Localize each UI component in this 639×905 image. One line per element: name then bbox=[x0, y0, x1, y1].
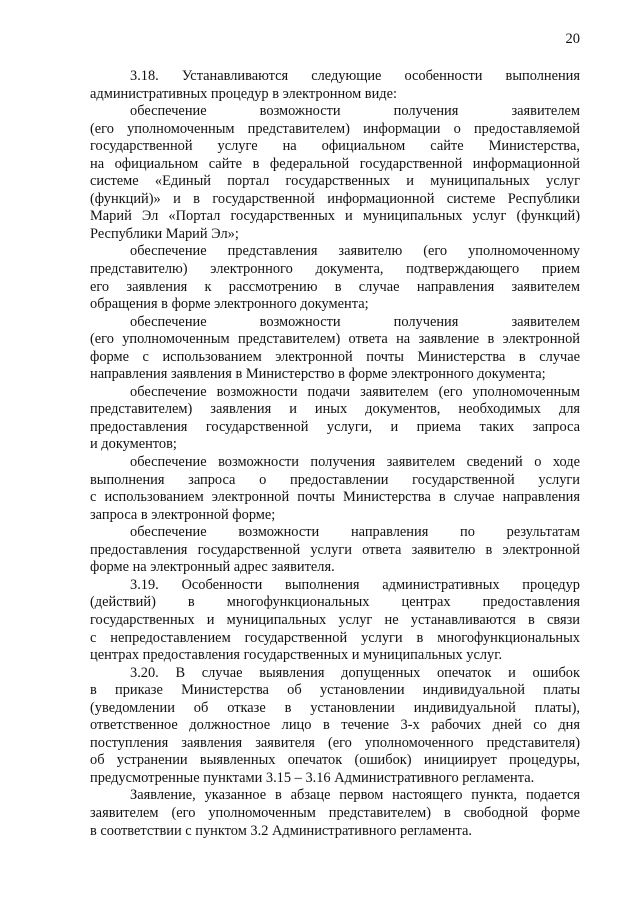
text-line: заявителем (его уполномоченным представителем) в свободной форме bbox=[90, 804, 580, 821]
text-line: в соответствии с пунктом 3.2 Административного регламента. bbox=[90, 822, 472, 839]
paragraph bbox=[90, 314, 580, 384]
document-body bbox=[90, 68, 580, 840]
text-line: 3.20. В случае выявления допущенных опечаток и ошибок bbox=[130, 664, 580, 681]
text-line: ответственное должностное лицо в течение 3-х рабочих дней со дня bbox=[90, 717, 580, 734]
text-line: представителем) заявления и иных документов, необходимых для bbox=[90, 401, 580, 418]
text-line: (уведомлении об отказе в установлении индивидуальной платы), bbox=[90, 699, 580, 716]
paragraph bbox=[90, 243, 580, 313]
text-line: запроса в электронной форме; bbox=[90, 506, 276, 523]
text-line: обеспечение возможности получения заявителем сведений о ходе bbox=[130, 454, 580, 471]
text-line: обеспечение возможности получения заявителем bbox=[130, 103, 580, 120]
paragraph bbox=[90, 665, 580, 788]
text-line: 3.18. Устанавливаются следующие особенности выполнения bbox=[130, 68, 580, 84]
text-line: выполнения запроса о предоставлении государственной услуги bbox=[90, 471, 580, 488]
text-line: обеспечение представления заявителю (его уполномоченному bbox=[130, 243, 580, 260]
text-line: Заявление, указанное в абзаце первом настоящего пункта, подается bbox=[130, 787, 580, 804]
text-line: его заявления к рассмотрению в случае направления заявителем bbox=[90, 278, 580, 295]
paragraph bbox=[90, 524, 580, 577]
text-line: (его уполномоченным представителем) информации о предоставляемой bbox=[90, 120, 580, 137]
text-line: обращения в форме электронного документа; bbox=[90, 296, 369, 313]
text-line: Республики Марий Эл»; bbox=[90, 225, 239, 242]
text-line: и документов; bbox=[90, 436, 177, 453]
text-line: об устранении выявленных опечаток (ошибок) инициирует процедуры, bbox=[90, 752, 580, 769]
text-line: государственной услуге на официальном сайте Министерства, bbox=[90, 138, 580, 155]
text-line: представителю) электронного документа, подтверждающего прием bbox=[90, 261, 580, 278]
text-line: предоставления государственной услуги ответа заявителю в электронной bbox=[90, 541, 580, 558]
text-line: направления заявления в Министерство в форме электронного документа; bbox=[90, 366, 546, 383]
paragraph bbox=[90, 103, 580, 243]
text-line: Марий Эл «Портал государственных и муниципальных услуг (функций) bbox=[90, 208, 580, 225]
text-line: поступления заявления заявителя (его уполномоченного представителя) bbox=[90, 734, 580, 751]
text-line: предусмотренные пунктами 3.15 – 3.16 Административного регламента. bbox=[90, 769, 535, 786]
text-line: форме с использованием электронной почты Министерства в случае bbox=[90, 348, 580, 365]
text-line: форме на электронный адрес заявителя. bbox=[90, 559, 335, 576]
text-line: (функций)» и в государственной информационной системе Республики bbox=[90, 190, 580, 207]
text-line: предоставления государственной услуги, и приема таких запроса bbox=[90, 418, 580, 435]
text-line: в приказе Министерства об установлении индивидуальной платы bbox=[90, 682, 580, 699]
text-line: на официальном сайте в федеральной государственной информационной bbox=[90, 155, 580, 172]
text-line: системе «Единый портал государственных и муниципальных услуг bbox=[90, 173, 580, 190]
text-line: административных процедур в электронном виде: bbox=[90, 85, 397, 102]
text-line: обеспечение возможности подачи заявителем (его уполномоченным bbox=[130, 383, 580, 400]
text-line: с использованием электронной почты Министерства в случае направления bbox=[90, 489, 580, 506]
text-line: центрах предоставления государственных и муниципальных услуг. bbox=[90, 647, 503, 664]
text-line: (действий) в многофункциональных центрах предоставления bbox=[90, 594, 580, 611]
paragraph bbox=[90, 577, 580, 665]
paragraph bbox=[90, 384, 580, 454]
text-line: с непредоставлением государственной услуги в многофункциональных bbox=[90, 629, 580, 646]
text-line: обеспечение возможности получения заявителем bbox=[130, 313, 580, 330]
page-number: 20 bbox=[565, 31, 580, 47]
paragraph bbox=[90, 787, 580, 840]
paragraph bbox=[90, 68, 580, 103]
paragraph bbox=[90, 454, 580, 524]
text-line: обеспечение возможности направления по результатам bbox=[130, 524, 580, 541]
text-line: государственных и муниципальных услуг не устанавливаются в связи bbox=[90, 611, 580, 628]
text-line: (его уполномоченным представителем) ответа на заявление в электронной bbox=[90, 331, 580, 348]
text-line: 3.19. Особенности выполнения административных процедур bbox=[130, 576, 580, 593]
